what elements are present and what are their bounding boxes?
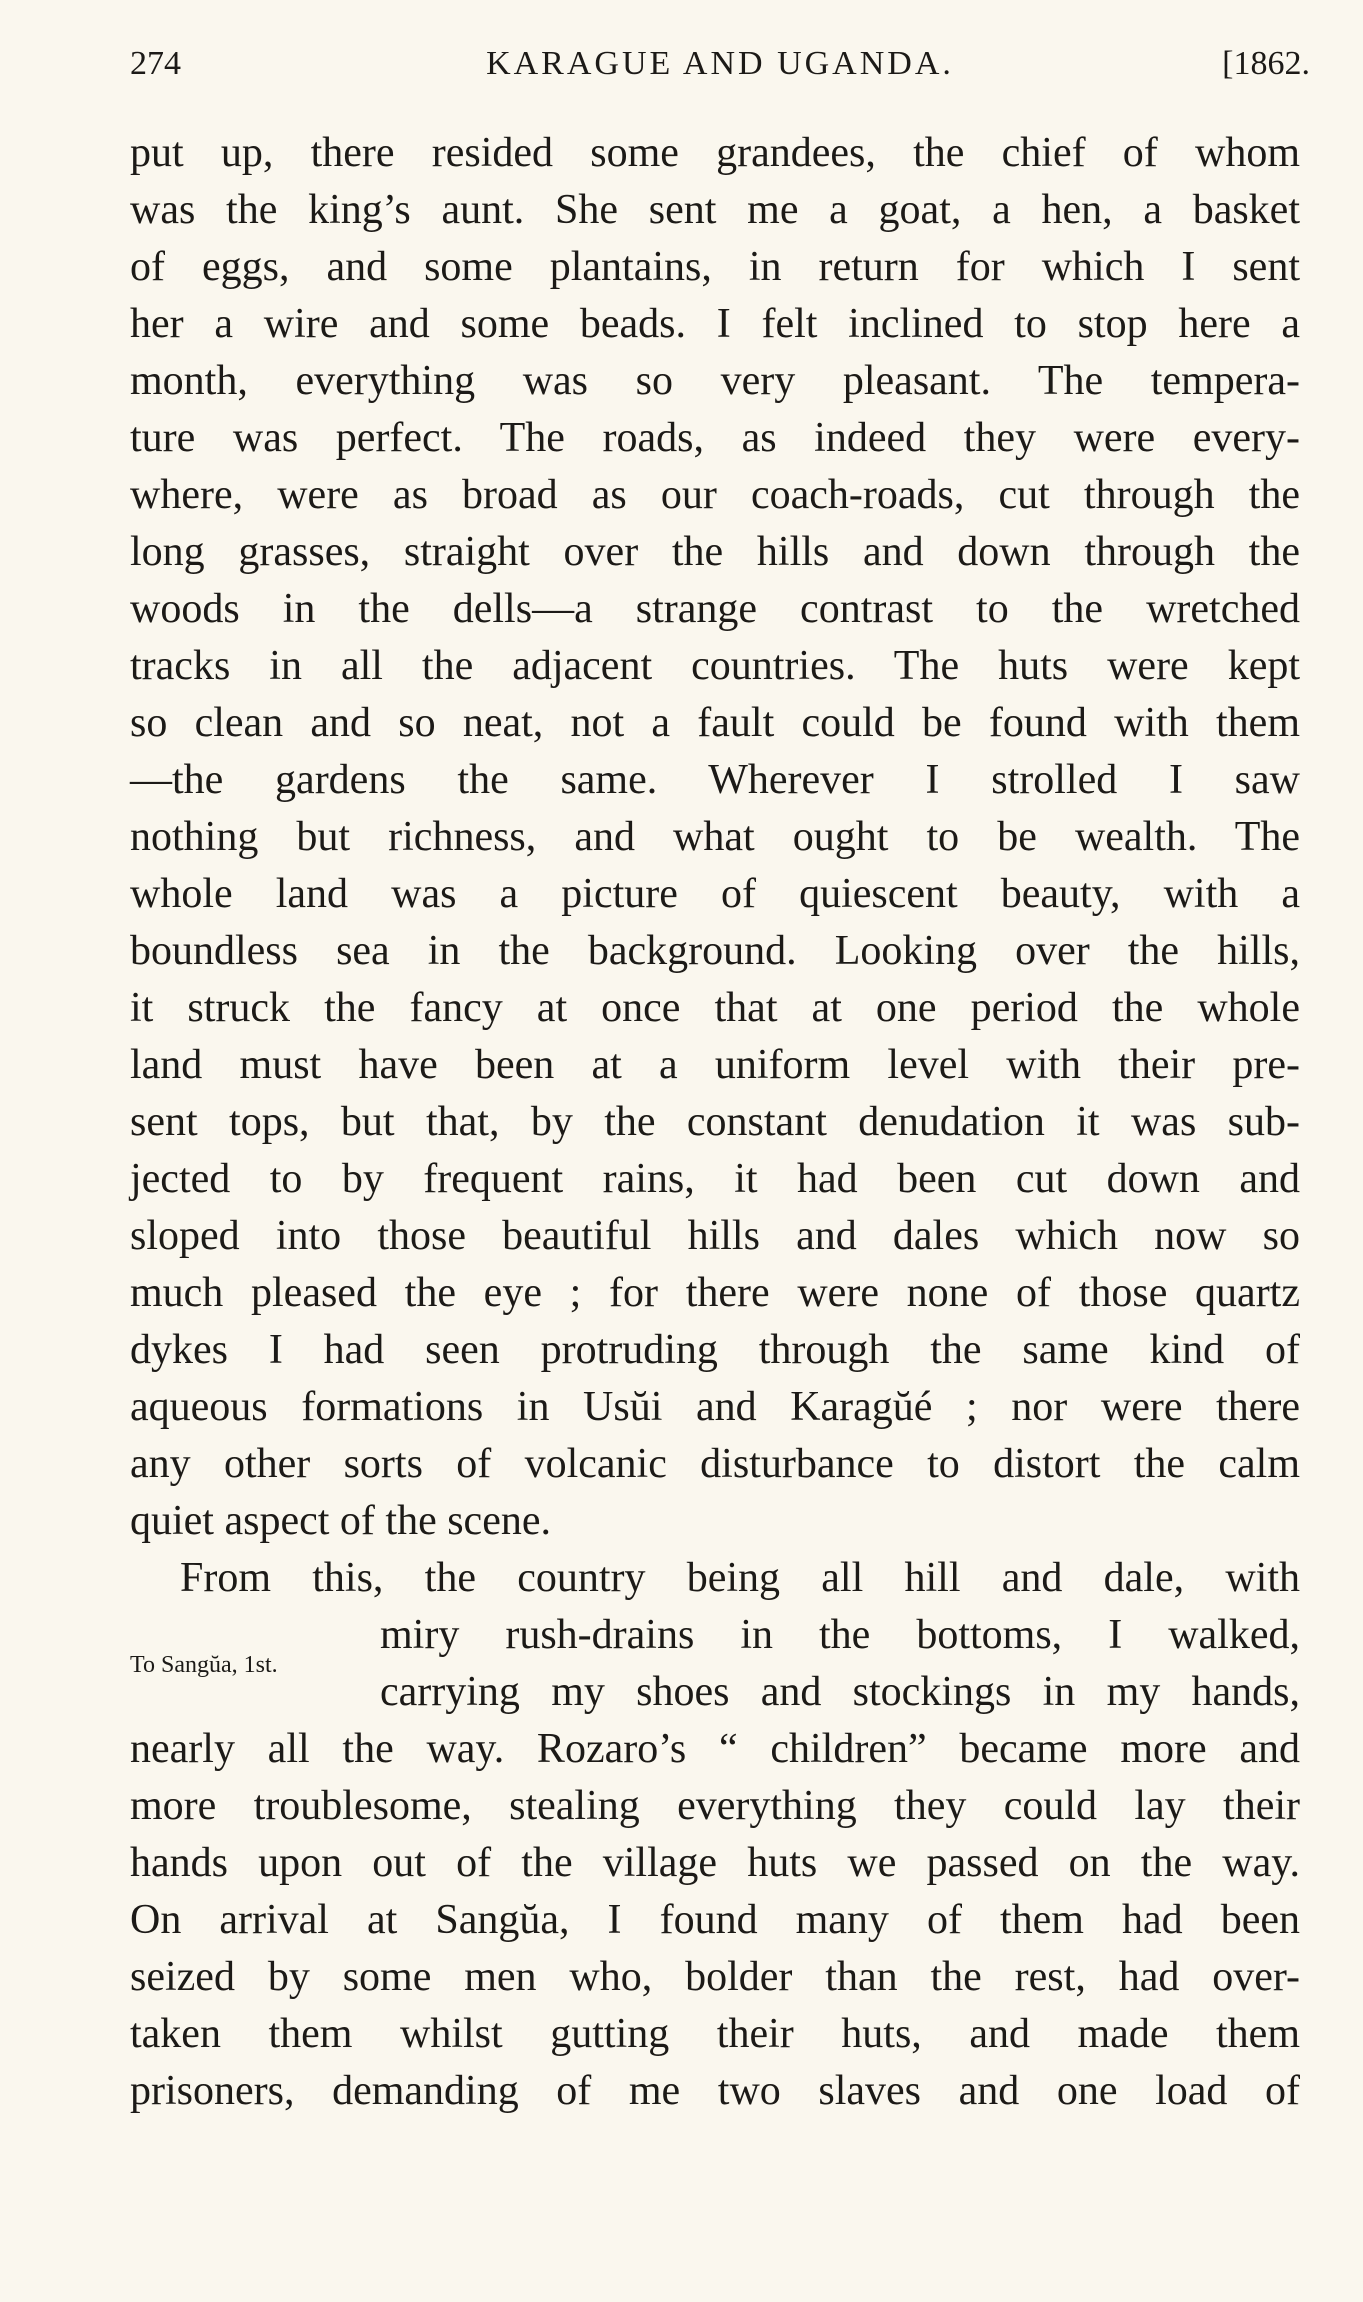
text-line: long grasses, straight over the hills and down through the (130, 529, 1300, 575)
text-line: whole land was a picture of quiescent beauty, with a (130, 871, 1300, 917)
text-line: hands upon out of the village huts we passed on the way. (130, 1840, 1300, 1886)
text-line: sloped into those beautiful hills and dales which now so (130, 1213, 1300, 1259)
text-line: much pleased the eye ; for there were none of those quartz (130, 1270, 1300, 1316)
text-line: put up, there resided some grandees, the chief of whom (130, 130, 1300, 176)
text-line: carrying my shoes and stockings in my hands, (380, 1669, 1300, 1715)
text-line: woods in the dells—a strange contrast to the wretched (130, 586, 1300, 632)
text-line: —the gardens the same. Wherever I strolled I saw (130, 757, 1300, 803)
text-line: seized by some men who, bolder than the rest, had over- (130, 1954, 1300, 2000)
text-line: so clean and so neat, not a fault could be found with them (130, 700, 1300, 746)
text-line: prisoners, demanding of me two slaves and one load of (130, 2068, 1300, 2114)
text-line: was the king’s aunt. She sent me a goat, a hen, a basket (130, 187, 1300, 233)
text-line: sent tops, but that, by the constant denudation it was sub- (130, 1099, 1300, 1145)
paragraph-start-line: From this, the country being all hill and dale, with (180, 1555, 1300, 1601)
text-line: any other sorts of volcanic disturbance to distort the calm (130, 1441, 1300, 1487)
margin-note: To Sangŭa, 1st. (130, 1652, 278, 1678)
header-year: [1862. (1222, 45, 1310, 82)
text-line: miry rush-drains in the bottoms, I walked, (380, 1612, 1300, 1658)
text-line: tracks in all the adjacent countries. The huts were kept (130, 643, 1300, 689)
text-line: taken them whilst gutting their huts, and made them (130, 2011, 1300, 2057)
text-line: dykes I had seen protruding through the same kind of (130, 1327, 1300, 1373)
page-header (130, 40, 1310, 88)
text-line: land must have been at a uniform level with their pre- (130, 1042, 1300, 1088)
text-line: month, everything was so very pleasant. The tempera- (130, 358, 1300, 404)
text-line: her a wire and some beads. I felt inclined to stop here a (130, 301, 1300, 347)
text-line: boundless sea in the background. Looking over the hills, (130, 928, 1300, 974)
page-number: 274 (130, 45, 181, 82)
text-line: where, were as broad as our coach-roads, cut through the (130, 472, 1300, 518)
text-line: On arrival at Sangŭa, I found many of them had been (130, 1897, 1300, 1943)
text-line: nothing but richness, and what ought to be wealth. The (130, 814, 1300, 860)
text-line: more troublesome, stealing everything they could lay their (130, 1783, 1300, 1829)
text-line: it struck the fancy at once that at one period the whole (130, 985, 1300, 1031)
paragraph-end-line: quiet aspect of the scene. (130, 1498, 551, 1544)
text-line: jected to by frequent rains, it had been cut down and (130, 1156, 1300, 1202)
text-line: nearly all the way. Rozaro’s “ children” became more and (130, 1726, 1300, 1772)
running-title: KARAGUE AND UGANDA. (486, 45, 954, 82)
body-text (130, 125, 1300, 2120)
text-line: of eggs, and some plantains, in return for which I sent (130, 244, 1300, 290)
text-line: aqueous formations in Usŭi and Karagŭé ; nor were there (130, 1384, 1300, 1430)
text-line: ture was perfect. The roads, as indeed they were every- (130, 415, 1300, 461)
